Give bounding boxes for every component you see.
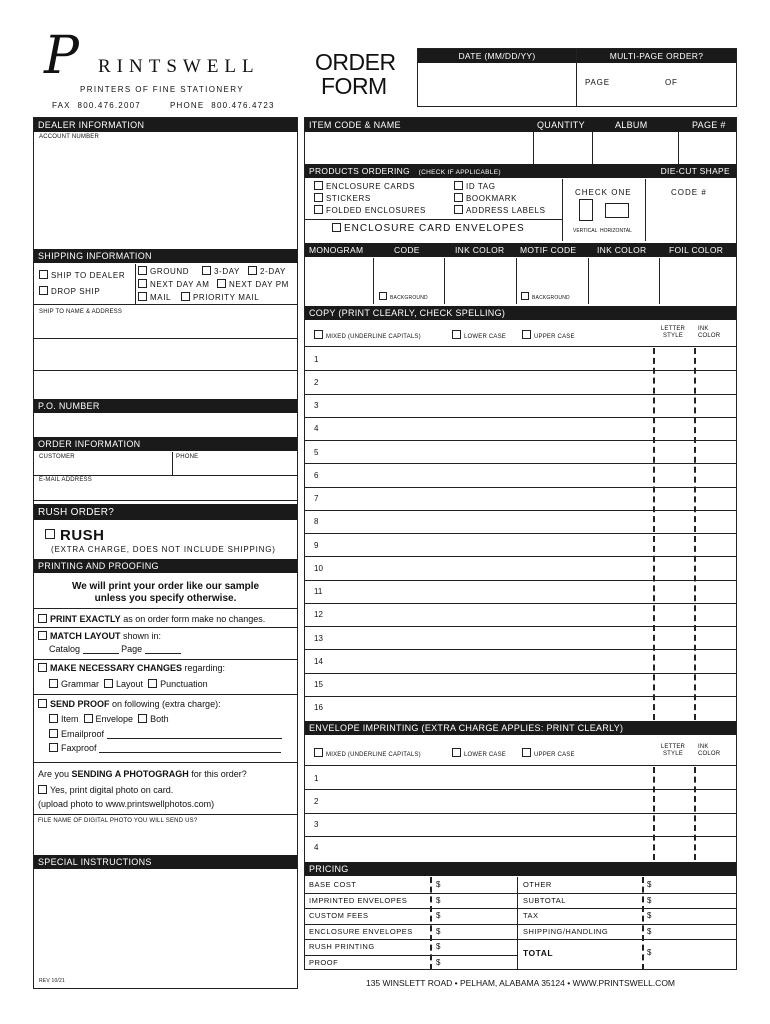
page-field[interactable] bbox=[145, 653, 181, 654]
tagline: PRINTERS OF FINE STATIONERY bbox=[80, 85, 245, 94]
phone-label: PHONE bbox=[176, 454, 199, 460]
enclosure-cards-checkbox[interactable] bbox=[314, 181, 323, 190]
phone-number: PHONE 800.476.4723 bbox=[170, 101, 275, 110]
multipage-label: MULTI-PAGE ORDER? bbox=[577, 49, 736, 63]
rush-option[interactable] bbox=[45, 527, 105, 544]
copy-mixed-checkbox[interactable] bbox=[314, 330, 323, 339]
ground-option[interactable]: GROUND bbox=[138, 266, 189, 276]
background-option[interactable]: BACKGROUND bbox=[379, 292, 428, 301]
copy-upper-checkbox[interactable] bbox=[522, 330, 531, 339]
envelope-title: ENVELOPE IMPRINTING (EXTRA CHARGE APPLIES: PRINT CLEARLY) bbox=[305, 721, 736, 735]
both-option[interactable]: Both bbox=[138, 714, 169, 724]
item-checkbox[interactable] bbox=[49, 714, 58, 723]
envelope-line-row[interactable] bbox=[305, 814, 736, 837]
monogram-ink-field[interactable] bbox=[445, 258, 516, 304]
photo-upload-note: (upload photo to www.printswellphotos.com) bbox=[38, 799, 215, 809]
copy-lines bbox=[305, 348, 736, 720]
layout-option[interactable]: Layout bbox=[104, 679, 143, 689]
pricing-right-label: TAX bbox=[523, 911, 539, 920]
copy-line-number: 11 bbox=[314, 587, 323, 597]
photo-file-name-field[interactable] bbox=[34, 826, 297, 852]
layout-checkbox[interactable] bbox=[104, 679, 113, 688]
bookmark-option[interactable]: BOOKMARK bbox=[454, 193, 517, 203]
copy-line-row[interactable] bbox=[305, 697, 736, 720]
copy-line-number: 16 bbox=[314, 703, 323, 713]
account-number-label: ACCOUNT NUMBER bbox=[39, 134, 100, 140]
pricing-total-value[interactable]: $ bbox=[647, 948, 652, 957]
mail-checkbox[interactable] bbox=[138, 292, 147, 301]
photo-question: Are you SENDING A PHOTOGRAGH for this order? bbox=[38, 769, 247, 779]
photo-file-name-label: FILE NAME OF DIGITAL PHOTO YOU WILL SEND US? bbox=[38, 818, 198, 824]
logo-initial: P bbox=[44, 26, 79, 86]
shipping-options bbox=[34, 264, 297, 305]
copy-letter-style-label: LETTER STYLE bbox=[660, 326, 686, 339]
envelope-letter-style-label: LETTER STYLE bbox=[660, 744, 686, 757]
page-num-label: PAGE # bbox=[692, 120, 726, 130]
envelope-lines bbox=[305, 767, 736, 860]
send-proof-checkbox[interactable] bbox=[38, 699, 47, 708]
ship-to-dealer-option[interactable]: SHIP TO DEALER bbox=[39, 270, 125, 280]
item-option[interactable]: Item bbox=[49, 714, 79, 724]
envelope-line-row[interactable] bbox=[305, 767, 736, 790]
envelope-line-number: 3 bbox=[314, 820, 319, 830]
copy-line-row[interactable] bbox=[305, 441, 736, 464]
proofing-title: PRINTING AND PROOFING bbox=[34, 559, 297, 573]
code-num-label: CODE # bbox=[671, 188, 707, 197]
pricing-right-label: OTHER bbox=[523, 880, 552, 889]
stickers-checkbox[interactable] bbox=[314, 193, 323, 202]
pricing-title: PRICING bbox=[305, 862, 736, 876]
next-day-pm-option[interactable]: NEXT DAY PM bbox=[217, 279, 289, 289]
page-num-field[interactable] bbox=[679, 132, 737, 164]
envelope-line-row[interactable] bbox=[305, 790, 736, 813]
photo-yes-option[interactable]: Yes, print digital photo on card. bbox=[38, 785, 173, 795]
foil-color-field[interactable] bbox=[660, 258, 737, 304]
next-day-am-option[interactable]: NEXT DAY AM bbox=[138, 279, 210, 289]
copy-line-row[interactable] bbox=[305, 627, 736, 650]
make-changes-checkbox[interactable] bbox=[38, 663, 47, 672]
date-box bbox=[417, 48, 577, 107]
date-label: DATE (MM/DD/YY) bbox=[418, 49, 576, 63]
envelope-upper-option[interactable]: UPPER CASE bbox=[522, 748, 575, 758]
copy-line-row[interactable] bbox=[305, 418, 736, 441]
copy-line-row[interactable] bbox=[305, 371, 736, 394]
of-label: OF bbox=[665, 78, 678, 87]
envelope-ink-color-label: INK COLOR bbox=[698, 744, 721, 757]
products-body bbox=[305, 179, 736, 241]
faxproof-field[interactable] bbox=[99, 752, 281, 753]
left-column bbox=[33, 117, 298, 989]
products-header bbox=[305, 164, 736, 178]
copy-line-number: 12 bbox=[314, 610, 323, 620]
copy-line-row[interactable] bbox=[305, 534, 736, 557]
drop-ship-checkbox[interactable] bbox=[39, 286, 48, 295]
faxproof-checkbox[interactable] bbox=[49, 743, 58, 752]
motif-ink-field[interactable] bbox=[589, 258, 659, 304]
pricing-left-label: IMPRINTED ENVELOPES bbox=[309, 895, 408, 905]
products-check-note: (CHECK IF APPLICABLE) bbox=[418, 169, 501, 176]
foil-color-label: FOIL COLOR bbox=[669, 245, 724, 255]
pricing-left-value[interactable]: $ bbox=[436, 895, 441, 905]
photo-yes-checkbox[interactable] bbox=[38, 785, 47, 794]
monogram-row bbox=[305, 258, 736, 304]
print-exactly-option[interactable]: PRINT EXACTLY as on order form make no changes. bbox=[38, 614, 265, 624]
copy-ink-color-label: INK COLOR bbox=[698, 326, 721, 339]
monogram-header bbox=[305, 243, 736, 257]
three-day-checkbox[interactable] bbox=[202, 266, 211, 275]
copy-lower-checkbox[interactable] bbox=[452, 330, 461, 339]
copy-line-row[interactable] bbox=[305, 604, 736, 627]
enclosure-cards-option[interactable]: ENCLOSURE CARDS bbox=[314, 181, 415, 191]
pricing-left-value[interactable]: $ bbox=[436, 880, 441, 889]
item-code-field[interactable] bbox=[305, 132, 533, 164]
fax-number: FAX 800.476.2007 bbox=[52, 101, 141, 110]
enclosure-envelopes-checkbox[interactable] bbox=[332, 223, 341, 232]
copy-line-row[interactable] bbox=[305, 488, 736, 511]
pricing-right-label: SUBTOTAL bbox=[523, 895, 566, 905]
pricing-grid bbox=[305, 877, 736, 970]
envelope-lower-checkbox[interactable] bbox=[452, 748, 461, 757]
vertical-label: VERTICAL bbox=[573, 228, 598, 234]
print-exactly-checkbox[interactable] bbox=[38, 614, 47, 623]
make-changes-option[interactable]: MAKE NECESSARY CHANGES regarding: bbox=[38, 663, 225, 673]
copy-line-number: 9 bbox=[314, 540, 319, 550]
form-title bbox=[315, 50, 396, 98]
pricing-total-label: TOTAL bbox=[523, 948, 554, 958]
copy-lower-option[interactable]: LOWER CASE bbox=[452, 330, 506, 340]
copy-mixed-option[interactable]: MIXED (UNDERLINE CAPITALS) bbox=[314, 330, 421, 340]
copy-line-row[interactable] bbox=[305, 464, 736, 487]
next-day-am-checkbox[interactable] bbox=[138, 279, 147, 288]
rush-note: (EXTRA CHARGE, DOES NOT INCLUDE SHIPPING) bbox=[51, 545, 276, 554]
background-checkbox[interactable] bbox=[379, 292, 387, 300]
item-code-label: ITEM CODE & NAME bbox=[309, 120, 401, 130]
email-label: E-MAIL ADDRESS bbox=[39, 477, 92, 483]
date-field[interactable] bbox=[418, 63, 576, 107]
grammar-checkbox[interactable] bbox=[49, 679, 58, 688]
pricing-left-value[interactable]: $ bbox=[436, 942, 441, 951]
copy-line-row[interactable] bbox=[305, 395, 736, 418]
po-title: P.O. NUMBER bbox=[34, 399, 297, 413]
copy-line-number: 8 bbox=[314, 517, 319, 527]
copy-line-number: 13 bbox=[314, 633, 323, 643]
page-label: PAGE bbox=[585, 78, 610, 87]
id-tag-checkbox[interactable] bbox=[454, 181, 463, 190]
copy-case-row bbox=[305, 321, 736, 347]
rush-title: RUSH ORDER? bbox=[34, 504, 297, 520]
match-layout-checkbox[interactable] bbox=[38, 631, 47, 640]
motif-code-label: MOTIF CODE bbox=[520, 245, 577, 255]
emailproof-field[interactable] bbox=[107, 738, 282, 739]
customer-label: CUSTOMER bbox=[39, 454, 75, 460]
envelope-line-number: 2 bbox=[314, 796, 319, 806]
quantity-label: QUANTITY bbox=[537, 120, 585, 130]
pricing-left-label: RUSH PRINTING bbox=[309, 942, 375, 951]
copy-title: COPY (PRINT CLEARLY, CHECK SPELLING) bbox=[305, 306, 736, 320]
envelope-mixed-option[interactable]: MIXED (UNDERLINE CAPITALS) bbox=[314, 748, 421, 758]
pricing-left-value[interactable]: $ bbox=[436, 911, 441, 920]
two-day-option[interactable]: 2-DAY bbox=[248, 266, 286, 276]
pricing-left-label: CUSTOM FEES bbox=[309, 911, 369, 920]
products-title: PRODUCTS ORDERING bbox=[309, 166, 410, 176]
copy-line-number: 6 bbox=[314, 470, 319, 480]
stickers-option[interactable]: STICKERS bbox=[314, 193, 371, 203]
ship-to-dealer-checkbox[interactable] bbox=[39, 270, 48, 279]
proofing-intro: We will print your order like our sample unless you specify otherwise. bbox=[71, 581, 260, 604]
proof-target-options bbox=[49, 714, 169, 724]
pricing-right-value[interactable]: $ bbox=[647, 926, 652, 936]
copy-line-number: 7 bbox=[314, 494, 319, 504]
background-option-2[interactable]: BACKGROUND bbox=[521, 292, 570, 301]
logo-wordmark: RINTSWELL bbox=[98, 56, 260, 77]
copy-line-row[interactable] bbox=[305, 650, 736, 673]
copy-line-row[interactable] bbox=[305, 581, 736, 604]
mail-option[interactable]: MAIL bbox=[138, 292, 171, 302]
rush-label: RUSH bbox=[60, 527, 105, 544]
quantity-field[interactable] bbox=[534, 132, 592, 164]
copy-line-number: 1 bbox=[314, 354, 319, 364]
form-title-line2: FORM bbox=[321, 73, 387, 99]
next-day-pm-checkbox[interactable] bbox=[217, 279, 226, 288]
album-label: ALBUM bbox=[615, 120, 648, 130]
pricing-right-value[interactable]: $ bbox=[647, 911, 652, 920]
check-one-label: CHECK ONE bbox=[575, 188, 632, 197]
envelope-line-number: 1 bbox=[314, 773, 319, 783]
priority-mail-option[interactable]: PRIORITY MAIL bbox=[181, 292, 259, 302]
three-day-option[interactable]: 3-DAY bbox=[202, 266, 240, 276]
copy-line-number: 15 bbox=[314, 680, 323, 690]
envelope-checkbox[interactable] bbox=[84, 714, 93, 723]
account-number-field[interactable] bbox=[34, 132, 297, 248]
folded-enclosures-checkbox[interactable] bbox=[314, 205, 323, 214]
orientation-horizontal-box[interactable] bbox=[605, 203, 629, 218]
special-instructions-field[interactable] bbox=[34, 870, 297, 970]
ink-color-label-2: INK COLOR bbox=[597, 245, 647, 255]
punctuation-checkbox[interactable] bbox=[148, 679, 157, 688]
die-cut-code-field[interactable] bbox=[646, 199, 737, 239]
po-number-field[interactable] bbox=[34, 414, 297, 436]
address-labels-option[interactable]: ADDRESS LABELS bbox=[454, 205, 546, 215]
changes-options bbox=[49, 679, 208, 689]
copy-line-number: 2 bbox=[314, 377, 319, 387]
special-instructions-title: SPECIAL INSTRUCTIONS bbox=[34, 855, 297, 869]
catalog-field[interactable] bbox=[83, 653, 119, 654]
order-info-title: ORDER INFORMATION bbox=[34, 437, 297, 451]
album-field[interactable] bbox=[593, 132, 678, 164]
copy-line-number: 4 bbox=[314, 424, 319, 434]
envelope-line-row[interactable] bbox=[305, 837, 736, 860]
envelope-lower-option[interactable]: LOWER CASE bbox=[452, 748, 506, 758]
priority-mail-checkbox[interactable] bbox=[181, 292, 190, 301]
multipage-box bbox=[576, 48, 737, 107]
footer-address: 135 WINSLETT ROAD • PELHAM, ALABAMA 35124 • WWW.PRINTSWELL.COM bbox=[365, 978, 676, 988]
right-column bbox=[304, 117, 737, 970]
envelope-option[interactable]: Envelope bbox=[84, 714, 134, 724]
bookmark-checkbox[interactable] bbox=[454, 193, 463, 202]
grammar-option[interactable]: Grammar bbox=[49, 679, 99, 689]
copy-line-row[interactable] bbox=[305, 674, 736, 697]
monogram-field[interactable] bbox=[305, 258, 373, 304]
folded-enclosures-option[interactable]: FOLDED ENCLOSURES bbox=[314, 205, 426, 215]
both-checkbox[interactable] bbox=[138, 714, 147, 723]
emailproof-checkbox[interactable] bbox=[49, 729, 58, 738]
copy-line-number: 3 bbox=[314, 401, 319, 411]
ship-to-address-field[interactable] bbox=[34, 306, 297, 398]
drop-ship-option[interactable]: DROP SHIP bbox=[39, 286, 100, 296]
copy-line-number: 10 bbox=[314, 563, 323, 573]
ground-checkbox[interactable] bbox=[138, 266, 147, 275]
horizontal-label: HORIZONTAL bbox=[600, 228, 632, 234]
dealer-title: DEALER INFORMATION bbox=[34, 118, 297, 132]
pricing-right-label: SHIPPING/HANDLING bbox=[523, 926, 609, 936]
envelope-case-row bbox=[305, 736, 736, 766]
envelope-line-number: 4 bbox=[314, 843, 319, 853]
orientation-vertical-box[interactable] bbox=[579, 199, 593, 221]
pricing-left-value[interactable]: $ bbox=[436, 926, 441, 936]
pricing-right-value[interactable]: $ bbox=[647, 880, 652, 889]
copy-line-row[interactable] bbox=[305, 557, 736, 580]
pricing-left-label: PROOF bbox=[309, 957, 339, 967]
pricing-right-value[interactable]: $ bbox=[647, 895, 652, 905]
ship-to-name-label: SHIP TO NAME & ADDRESS bbox=[39, 309, 123, 315]
item-header bbox=[305, 118, 736, 132]
ink-color-label: INK COLOR bbox=[455, 245, 505, 255]
monogram-label: MONOGRAM bbox=[309, 245, 364, 255]
faxproof-option[interactable]: Faxproof bbox=[49, 743, 281, 753]
emailproof-option[interactable]: Emailproof bbox=[49, 729, 282, 739]
die-cut-label: DIE-CUT SHAPE bbox=[660, 166, 730, 176]
copy-upper-option[interactable]: UPPER CASE bbox=[522, 330, 575, 340]
catalog-page-line: Catalog Page bbox=[49, 644, 181, 654]
enclosure-envelopes-option[interactable]: ENCLOSURE CARD ENVELOPES bbox=[332, 223, 525, 234]
rush-checkbox[interactable] bbox=[45, 529, 55, 539]
punctuation-option[interactable]: Punctuation bbox=[148, 679, 208, 689]
envelope-upper-checkbox[interactable] bbox=[522, 748, 531, 757]
pricing-left-label: BASE COST bbox=[309, 880, 357, 889]
code-label: CODE bbox=[394, 245, 420, 255]
send-proof-option[interactable]: SEND PROOF on following (extra charge): bbox=[38, 699, 221, 709]
copy-line-number: 14 bbox=[314, 656, 323, 666]
form-title-line1: ORDER bbox=[315, 49, 396, 75]
revision-label: REV 10/21 bbox=[39, 978, 65, 984]
match-layout-option[interactable]: MATCH LAYOUT shown in: bbox=[38, 631, 161, 641]
pricing-left-value[interactable]: $ bbox=[436, 957, 441, 967]
id-tag-option[interactable]: ID TAG bbox=[454, 181, 496, 191]
background-checkbox-2[interactable] bbox=[521, 292, 529, 300]
copy-line-row[interactable] bbox=[305, 511, 736, 534]
pricing-left-label: ENCLOSURE ENVELOPES bbox=[309, 926, 413, 936]
two-day-checkbox[interactable] bbox=[248, 266, 257, 275]
address-labels-checkbox[interactable] bbox=[454, 205, 463, 214]
envelope-mixed-checkbox[interactable] bbox=[314, 748, 323, 757]
shipping-title: SHIPPING INFORMATION bbox=[34, 249, 297, 263]
copy-line-row[interactable] bbox=[305, 348, 736, 371]
copy-line-number: 5 bbox=[314, 447, 319, 457]
